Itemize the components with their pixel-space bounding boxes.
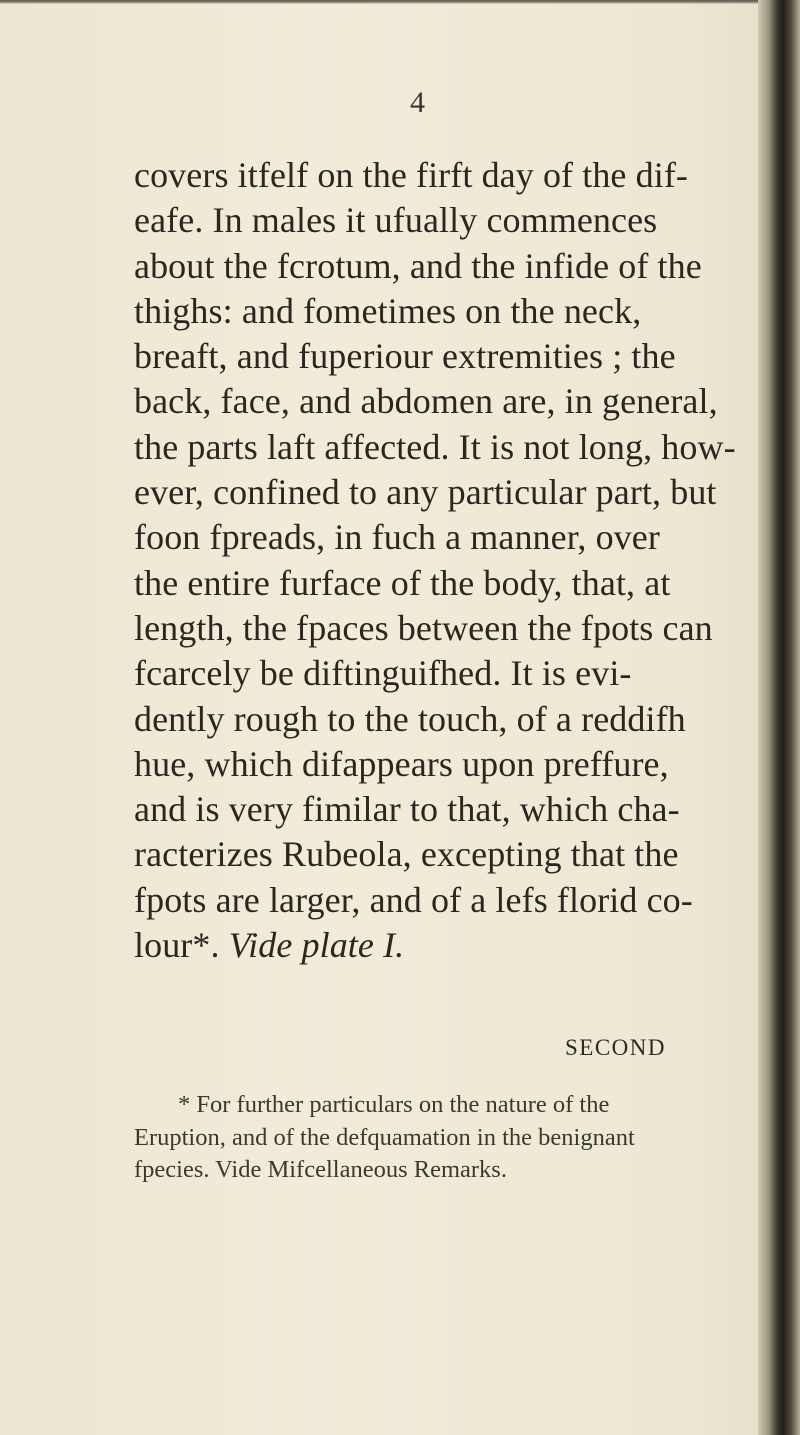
text-line: back, face, and abdomen are, in general, xyxy=(134,381,718,422)
text-line: the entire furface of the body, that, at xyxy=(134,562,671,603)
text-line: about the fcrotum, and the infide of the xyxy=(134,245,702,286)
page-number: 4 xyxy=(410,86,425,119)
text-line: ever, confined to any particular part, but xyxy=(134,472,717,513)
catchword: SECOND xyxy=(565,1035,667,1060)
text-line: covers itfelf on the firft day of the dif- xyxy=(134,155,688,195)
text-line: eafe. In males it ufually commences xyxy=(134,200,658,241)
text-line: the parts laft affected. It is not long, how- xyxy=(134,426,736,467)
text-line: fcarcely be diftinguifhed. It is evi- xyxy=(134,653,632,694)
text-line: hue, which difappears upon preffure, xyxy=(134,743,669,784)
plate-reference: Vide plate I. xyxy=(228,925,405,966)
text-line: fpots are larger, and of a lefs florid co- xyxy=(134,879,693,920)
text-line: and is very fimilar to that, which cha- xyxy=(134,789,680,830)
footnote-line: * For further particulars on the nature of the xyxy=(178,1091,610,1118)
text-line: thighs: and fometimes on the neck, xyxy=(134,290,642,331)
text-line: length, the fpaces between the fpots can xyxy=(134,607,713,648)
footnote-line: fpecies. Vide Mifcellaneous Remarks. xyxy=(134,1156,507,1183)
top-page-edge xyxy=(0,0,770,4)
text-line-last xyxy=(134,923,768,968)
text-line: foon fpreads, in fuch a manner, over xyxy=(134,517,660,558)
text-line: breaft, and fuperiour extremities ; the xyxy=(134,336,676,377)
text-line: racterizes Rubeola, excepting that the xyxy=(134,834,679,875)
text-line: dently rough to the touch, of a reddifh xyxy=(134,698,686,739)
footnote xyxy=(134,1089,768,1187)
last-line-text: lour*. xyxy=(134,925,220,966)
footnote-line: Eruption, and of the defquamation in the benignant xyxy=(134,1123,635,1151)
main-paragraph xyxy=(134,153,768,968)
